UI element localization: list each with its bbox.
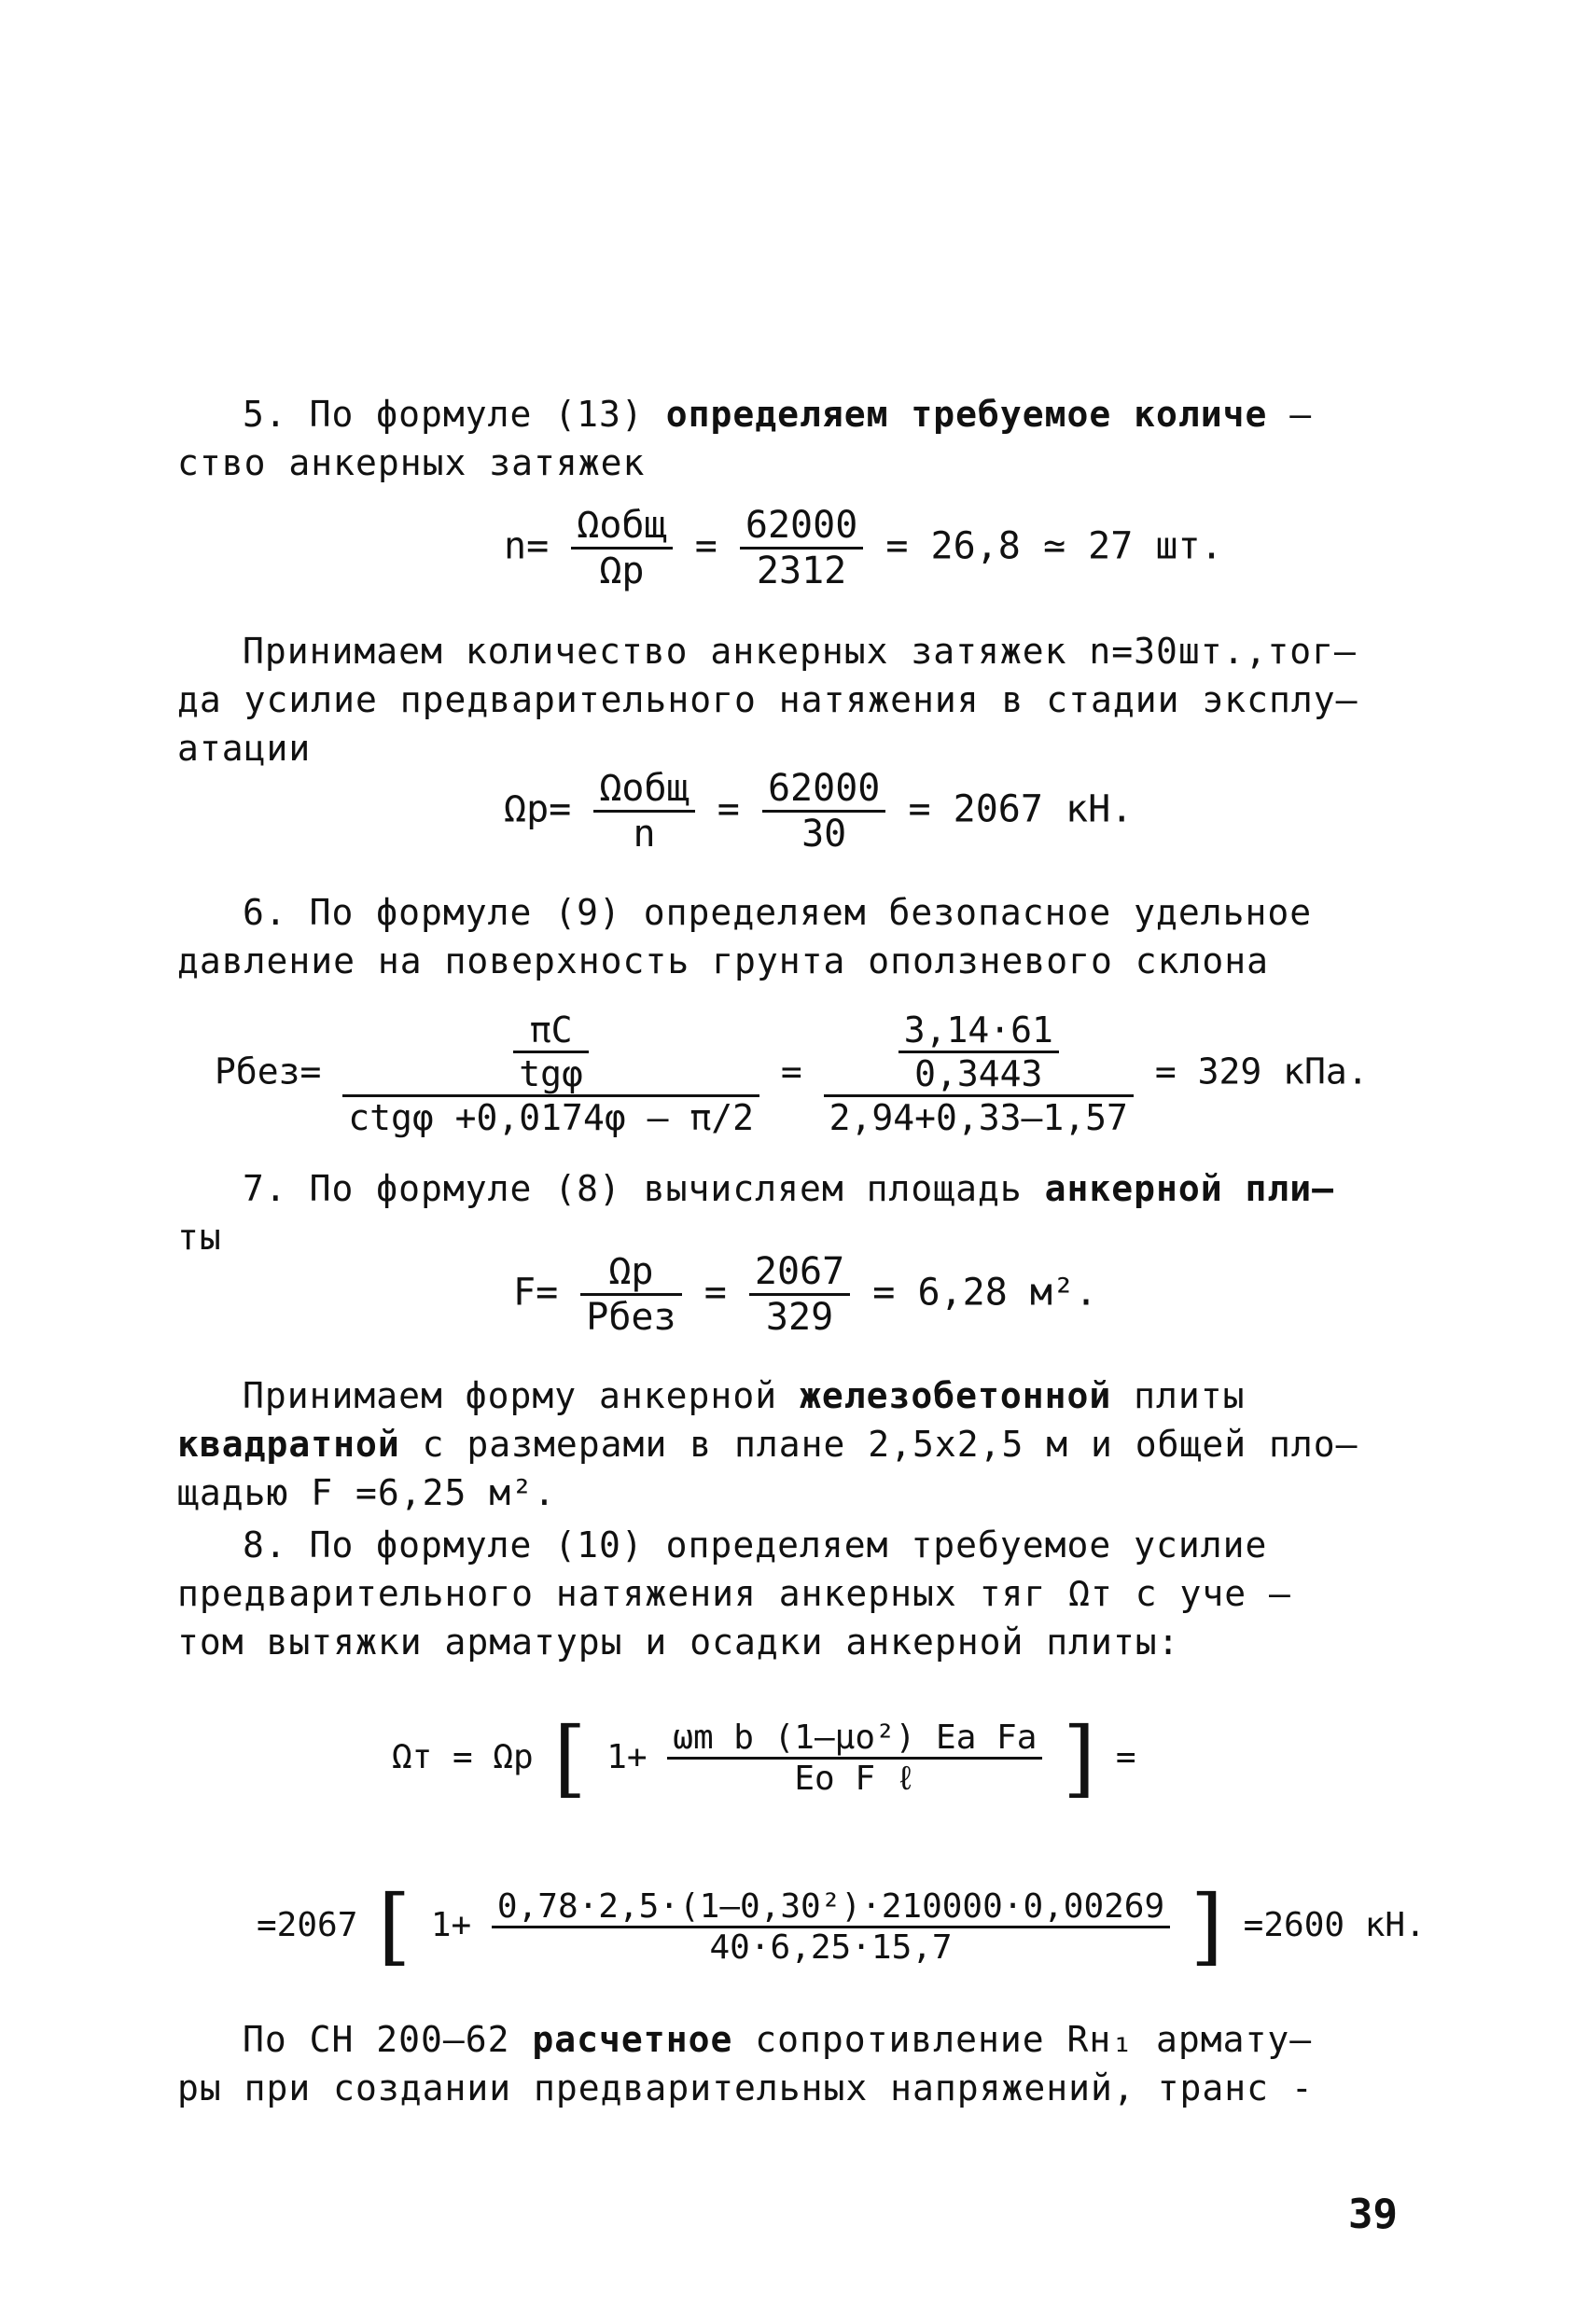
accept2-bold-2: квадратной: [177, 1424, 400, 1465]
eq4-result: = 6,28 м².: [872, 1271, 1098, 1315]
eq2-lhs: Ωр=: [504, 787, 572, 831]
p5-text-1b: –: [1267, 394, 1313, 435]
p8-text-1: 8. По формуле (10) определяем требуемое усилие: [243, 1524, 1268, 1566]
paragraph-5: [177, 390, 1409, 487]
accept1-text-2: да усилие предварительного натяжения в стадии эксплу–: [177, 679, 1358, 720]
last-text-1: По СН 200–62: [243, 2019, 533, 2060]
eq1-fraction-numeric: [740, 504, 863, 592]
p7-text-1: 7. По формуле (8) вычисляем площадь: [243, 1168, 1045, 1209]
accept1-text-3: атации: [177, 728, 312, 769]
eq3-numeric-inner-fraction: [898, 1009, 1059, 1094]
paragraph-last: [177, 2015, 1409, 2112]
p7-text-2: ты: [177, 1217, 222, 1258]
last-text-1b: сопротивление Rн₁ арматy–: [732, 2019, 1313, 2060]
eq6-open-bracket: [: [378, 1877, 411, 1975]
paragraph-8: [177, 1521, 1409, 1666]
eq6-close-bracket: ]: [1190, 1877, 1223, 1975]
eq1-result: = 26,8 ≃ 27 шт.: [885, 524, 1223, 568]
last-bold-1: расчетное: [532, 2019, 733, 2060]
page-number: 39: [1348, 2191, 1398, 2238]
eq2-denominator: n: [633, 813, 656, 856]
eq5-denominator: Eo F ℓ: [794, 1759, 916, 1798]
eq3-inner-fraction: [513, 1009, 589, 1094]
eq3-fraction-numeric: [824, 1009, 1134, 1138]
eq5-lhs: Ωт = Ωр: [392, 1738, 534, 1776]
eq6-fraction: [492, 1887, 1170, 1967]
equation-3: [215, 1009, 1369, 1138]
eq3-numeric-numerator-group: [824, 1009, 1134, 1097]
eq1-numerator: Ωобщ: [571, 504, 672, 550]
eq5-open-bracket: [: [553, 1709, 587, 1807]
eq1-numerator-value: 62000: [740, 504, 863, 550]
eq4-fraction-symbolic: [580, 1250, 681, 1339]
eq3-denominator: ctgφ +0,0174φ – π/2: [348, 1097, 754, 1138]
p8-text-3: том вытяжки арматуры и осадки анкерной плиты:: [177, 1621, 1180, 1663]
accept2-text-3: щадью F =6,25 м².: [177, 1472, 556, 1513]
equation-4: [513, 1250, 1097, 1339]
eq5-close-bracket: ]: [1063, 1709, 1096, 1807]
eq6-result: =2600 кН.: [1243, 1906, 1426, 1944]
last-text-2: ры при создании предварительных напряжений, транс -: [177, 2067, 1314, 2108]
p5-text-2: ство анкерных затяжек: [177, 442, 646, 483]
eq3-numeric-inner-denominator: 0,3443: [914, 1053, 1043, 1094]
eq3-inner-denominator: tgφ: [519, 1053, 583, 1094]
eq4-equals: =: [703, 1271, 727, 1315]
eq5-numerator: ωm b (1–μo²) Ea Fa: [667, 1719, 1042, 1760]
eq2-fraction-symbolic: [593, 767, 694, 856]
eq5-fraction: [667, 1719, 1042, 1800]
accept2-bold-1: железобетонной: [799, 1375, 1112, 1416]
eq2-equals: =: [717, 787, 740, 831]
eq3-equals: =: [780, 1051, 802, 1092]
eq3-fraction-symbolic: [342, 1009, 759, 1138]
accept2-text-1: Принимаем форму анкерной: [243, 1375, 800, 1416]
eq1-lhs: n=: [504, 524, 550, 568]
eq5-equals: =: [1115, 1738, 1136, 1776]
eq1-denominator-value: 2312: [756, 550, 847, 592]
eq1-fraction-symbolic: [571, 504, 672, 592]
equation-1: [504, 504, 1223, 592]
p6-text-2: давление на поверхность грунта оползневого склона: [177, 940, 1270, 981]
eq6-numerator: 0,78·2,5·(1–0,30²)·210000·0,00269: [492, 1887, 1170, 1928]
eq4-numerator: Ωр: [580, 1250, 681, 1296]
eq1-denominator: Ωр: [599, 550, 645, 592]
paragraph-accept-anchors: [177, 627, 1409, 772]
accept1-text-1: Принимаем количество анкерных затяжек n=30шт.,тог–: [243, 631, 1357, 672]
equation-2: [504, 767, 1133, 856]
eq2-numerator: Ωобщ: [593, 767, 694, 813]
p7-bold-1: анкерной пли–: [1044, 1168, 1335, 1209]
eq6-denominator: 40·6,25·15,7: [709, 1927, 953, 1967]
paragraph-7: [177, 1164, 1409, 1261]
eq4-denominator: Рбез: [586, 1296, 676, 1339]
p6-text-1: 6. По формуле (9) определяем безопасное удельное: [243, 892, 1313, 933]
equation-6: [257, 1877, 1426, 1975]
accept2-text-2: с размерами в плане 2,5х2,5 м и общей пло–: [399, 1424, 1358, 1465]
paragraph-accept-plate: [177, 1371, 1409, 1517]
accept2-text-1b: плиты: [1111, 1375, 1246, 1416]
p5-text-1: 5. По формуле (13): [243, 394, 666, 435]
eq4-lhs: F=: [513, 1271, 559, 1315]
eq2-result: = 2067 кН.: [908, 787, 1134, 831]
eq5-one-plus: 1+: [606, 1738, 648, 1776]
eq3-lhs: Рбез=: [215, 1051, 322, 1092]
eq4-numerator-value: 2067: [749, 1250, 850, 1296]
eq2-denominator-value: 30: [801, 813, 847, 856]
eq3-numeric-inner-numerator: 3,14·61: [898, 1009, 1059, 1053]
paragraph-6: [177, 888, 1409, 985]
p5-bold-1: определяем требуемое количе: [665, 394, 1268, 435]
equation-5: [392, 1709, 1136, 1807]
eq4-fraction-numeric: [749, 1250, 850, 1339]
eq3-result: = 329 кПа.: [1154, 1051, 1369, 1092]
eq1-equals: =: [694, 524, 717, 568]
eq3-numeric-denominator: 2,94+0,33–1,57: [829, 1097, 1128, 1138]
eq3-numerator-group: [342, 1009, 759, 1097]
eq2-numerator-value: 62000: [762, 767, 885, 813]
p8-text-2: предварительного натяжения анкерных тяг Ωт с уче –: [177, 1573, 1291, 1614]
eq4-denominator-value: 329: [765, 1296, 834, 1339]
eq6-one-plus: 1+: [430, 1906, 472, 1944]
eq3-inner-numerator: πC: [513, 1009, 589, 1053]
eq2-fraction-numeric: [762, 767, 885, 856]
eq6-lhs: =2067: [257, 1906, 358, 1944]
